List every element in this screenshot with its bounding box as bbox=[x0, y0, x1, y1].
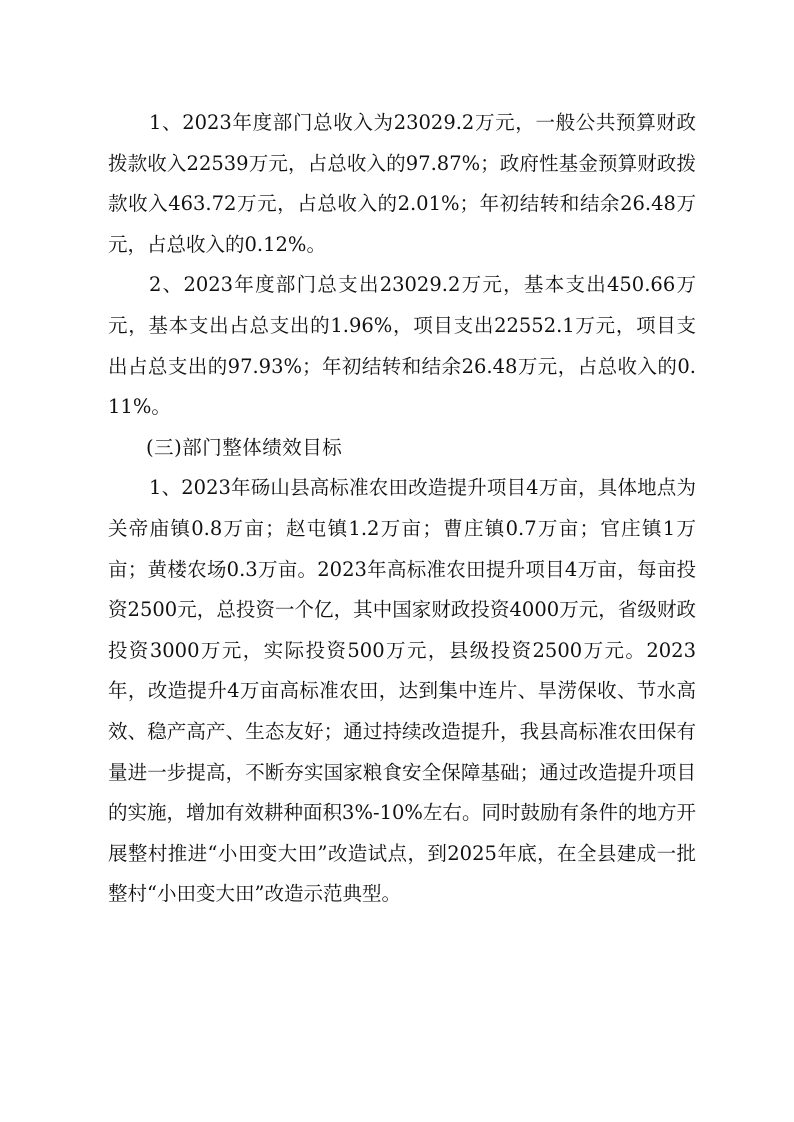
section-heading: (三)部门整体绩效目标 bbox=[146, 435, 343, 459]
expenditure-paragraph: 2、2023年度部门总支出23029.2万元，基本支出450.66万元，基本支出占总支出的1.96%，项目支出22552.1万元，项目支出占总支出的97.93%；年初结转和结余26.48万元，占总收入的0.11%。 bbox=[108, 273, 696, 419]
document-body bbox=[108, 103, 696, 915]
income-paragraph: 1、2023年度部门总收入为23029.2万元，一般公共预算财政拨款收入22539万元，占总收入的97.87%；政府性基金预算财政拨款收入463.72万元，占总收入的2.01%；年初结转和结余26.48万元，占总收入的0.12%。 bbox=[108, 111, 696, 256]
performance-goal-paragraph: 1、2023年砀山县高标准农田改造提升项目4万亩，具体地点为关帝庙镇0.8万亩；赵屯镇1.2万亩；曹庄镇0.7万亩；官庄镇1万亩；黄楼农场0.3万亩。2023年高标准农田提升项目4万亩，每亩投资2500元，总投资一个亿，其中国家财政投资4000万元，省级财政投资3000万元，实际投资500万元，县级投资2500万元。2023年，改造提升4万亩高标准农田，达到集中连片、旱涝保收、节水高效、稳产高产、生态友好；通过持续改造提升，我县高标准农田保有量进一步提高，不断夯实国家粮食安全保障基础；通过改造提升项目的实施，增加有效耕种面积3%-10%左右。同时鼓励有条件的地方开展整村推进“小田变大田”改造试点，到2025年底，在全县建成一批整村“小田变大田”改造示范典型。 bbox=[108, 476, 696, 906]
